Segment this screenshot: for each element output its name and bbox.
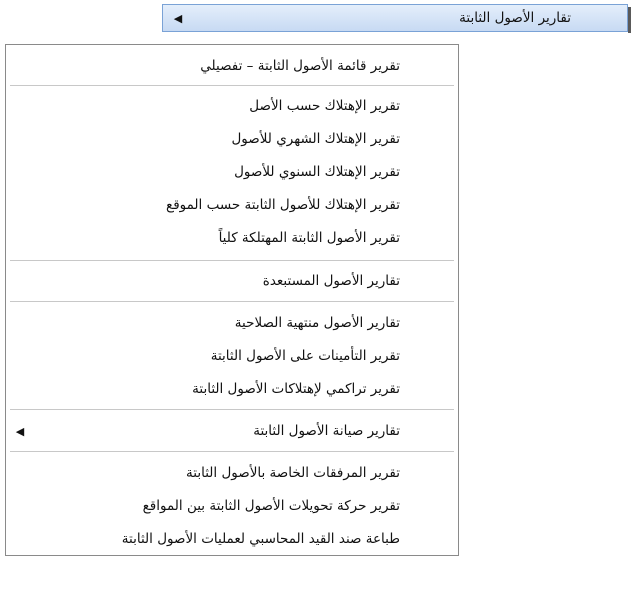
menu-item-label: تقرير المرفقات الخاصة بالأصول الثابتة — [186, 465, 400, 481]
menu-item-label: تقارير الأصول منتهية الصلاحية — [234, 315, 400, 331]
menu-item-label: تقرير التأمينات على الأصول الثابتة — [210, 348, 400, 364]
menu-item-asset-list-detailed[interactable] — [6, 51, 458, 81]
menu-item-fixed-asset-reports[interactable] — [162, 4, 628, 32]
submenu-arrow-icon: ◀ — [15, 424, 25, 438]
menu-item-depreciation-by-location[interactable] — [6, 190, 458, 220]
menu-item-accumulated-depreciation[interactable] — [6, 374, 458, 404]
menu-separator — [10, 451, 454, 452]
menu-item-label: تقرير الإهتلاك السنوي للأصول — [234, 164, 400, 180]
menu-separator — [10, 85, 454, 86]
menu-item-yearly-depreciation[interactable] — [6, 157, 458, 187]
menu-item-expired-assets[interactable] — [6, 308, 458, 338]
menu-separator — [10, 301, 454, 302]
menu-item-label: تقارير صيانة الأصول الثابتة — [253, 423, 400, 439]
menu-item-label: تقرير الإهتلاك الشهري للأصول — [231, 131, 400, 147]
menu-item-asset-attachments[interactable] — [6, 458, 458, 488]
menu-item-asset-insurance[interactable] — [6, 341, 458, 371]
menu-separator — [10, 260, 454, 261]
submenu-arrow-icon: ◀ — [173, 11, 183, 25]
menu-item-asset-maintenance-reports[interactable] — [6, 416, 458, 446]
menu-separator — [10, 409, 454, 410]
menu-item-disposed-assets[interactable] — [6, 266, 458, 296]
menu-item-label: تقارير الأصول الثابتة — [459, 10, 571, 26]
menu-item-label: تقرير قائمة الأصول الثابتة – تفصيلي — [200, 58, 400, 74]
menu-item-label: تقرير الأصول الثابتة المهتلكة كلياً — [218, 230, 400, 246]
menu-item-label: تقرير الإهتلاك للأصول الثابتة حسب الموقع — [166, 197, 400, 213]
menu-item-label: تقرير حركة تحويلات الأصول الثابتة بين المواقع — [142, 498, 400, 514]
menu-item-print-journal-voucher[interactable] — [6, 524, 458, 554]
menu-item-label: تقرير تراكمي لإهتلاكات الأصول الثابتة — [192, 381, 400, 397]
menu-item-monthly-depreciation[interactable] — [6, 124, 458, 154]
menu-item-label: طباعة صند القيد المحاسبي لعمليات الأصول الثابتة — [121, 531, 400, 547]
menu-item-asset-transfers[interactable] — [6, 491, 458, 521]
menu-item-label: تقرير الإهتلاك حسب الأصل — [249, 98, 400, 114]
fixed-asset-reports-submenu — [5, 44, 459, 556]
menu-edge — [628, 7, 631, 33]
menu-item-fully-depreciated-assets[interactable] — [6, 223, 458, 253]
menu-item-label: تقارير الأصول المستبعدة — [262, 273, 400, 289]
menu-item-depreciation-by-asset[interactable] — [6, 91, 458, 121]
